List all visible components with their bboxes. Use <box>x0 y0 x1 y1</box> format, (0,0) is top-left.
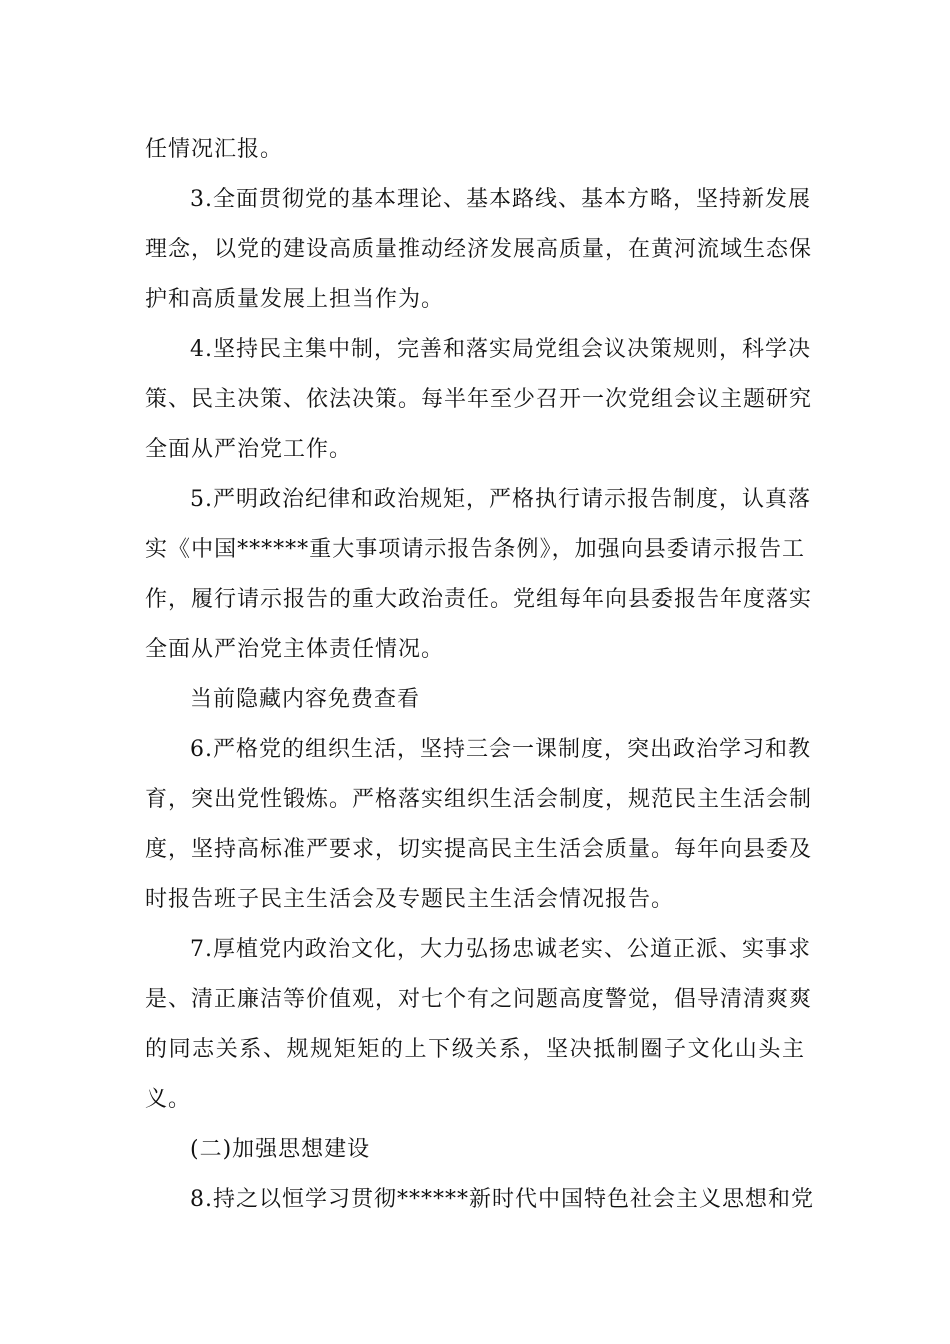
text-line: 7.厚植党内政治文化，大力弘扬忠诚老实、公道正派、实事求 <box>190 937 811 962</box>
text-line: 4.坚持民主集中制，完善和落实局党组会议决策规则，科学决 <box>190 337 811 362</box>
text-line: 全面从严治党主体责任情况。 <box>145 637 445 662</box>
text-line: 育，突出党性锻炼。严格落实组织生活会制度，规范民主生活会制 <box>145 787 813 812</box>
text-line: 的同志关系、规规矩矩的上下级关系，坚决抵制圈子文化山头主 <box>145 1037 805 1062</box>
text-line: 作，履行请示报告的重大政治责任。党组每年向县委报告年度落实 <box>145 587 813 612</box>
text-line: 全面从严治党工作。 <box>145 437 353 462</box>
text-line: 任情况汇报。 <box>145 137 284 162</box>
text-line: 5.严明政治纪律和政治规矩，严格执行请示报告制度，认真落 <box>190 487 811 512</box>
text-line: 是、清正廉洁等价值观，对七个有之问题高度警觉，倡导清清爽爽 <box>145 987 813 1012</box>
text-line: 度，坚持高标准严要求，切实提高民主生活会质量。每年向县委及 <box>145 837 813 862</box>
hidden-content-notice[interactable]: 当前隐藏内容免费查看 <box>190 687 421 712</box>
text-line: 策、民主决策、依法决策。每半年至少召开一次党组会议主题研究 <box>145 387 813 412</box>
text-line: 时报告班子民主生活会及专题民主生活会情况报告。 <box>145 887 675 912</box>
text-line: 义。 <box>145 1087 192 1112</box>
text-line: 3.全面贯彻党的基本理论、基本路线、基本方略，坚持新发展 <box>190 187 811 212</box>
section-heading: (二)加强思想建设 <box>190 1137 371 1162</box>
text-line: 6.严格党的组织生活，坚持三会一课制度，突出政治学习和教 <box>190 737 811 762</box>
text-line: 理念，以党的建设高质量推动经济发展高质量，在黄河流域生态保 <box>145 237 813 262</box>
text-line: 护和高质量发展上担当作为。 <box>145 287 445 312</box>
text-line: 实《中国******重大事项请示报告条例》，加强向县委请示报告工 <box>145 537 805 562</box>
text-line: 8.持之以恒学习贯彻******新时代中国特色社会主义思想和党 <box>190 1187 814 1212</box>
